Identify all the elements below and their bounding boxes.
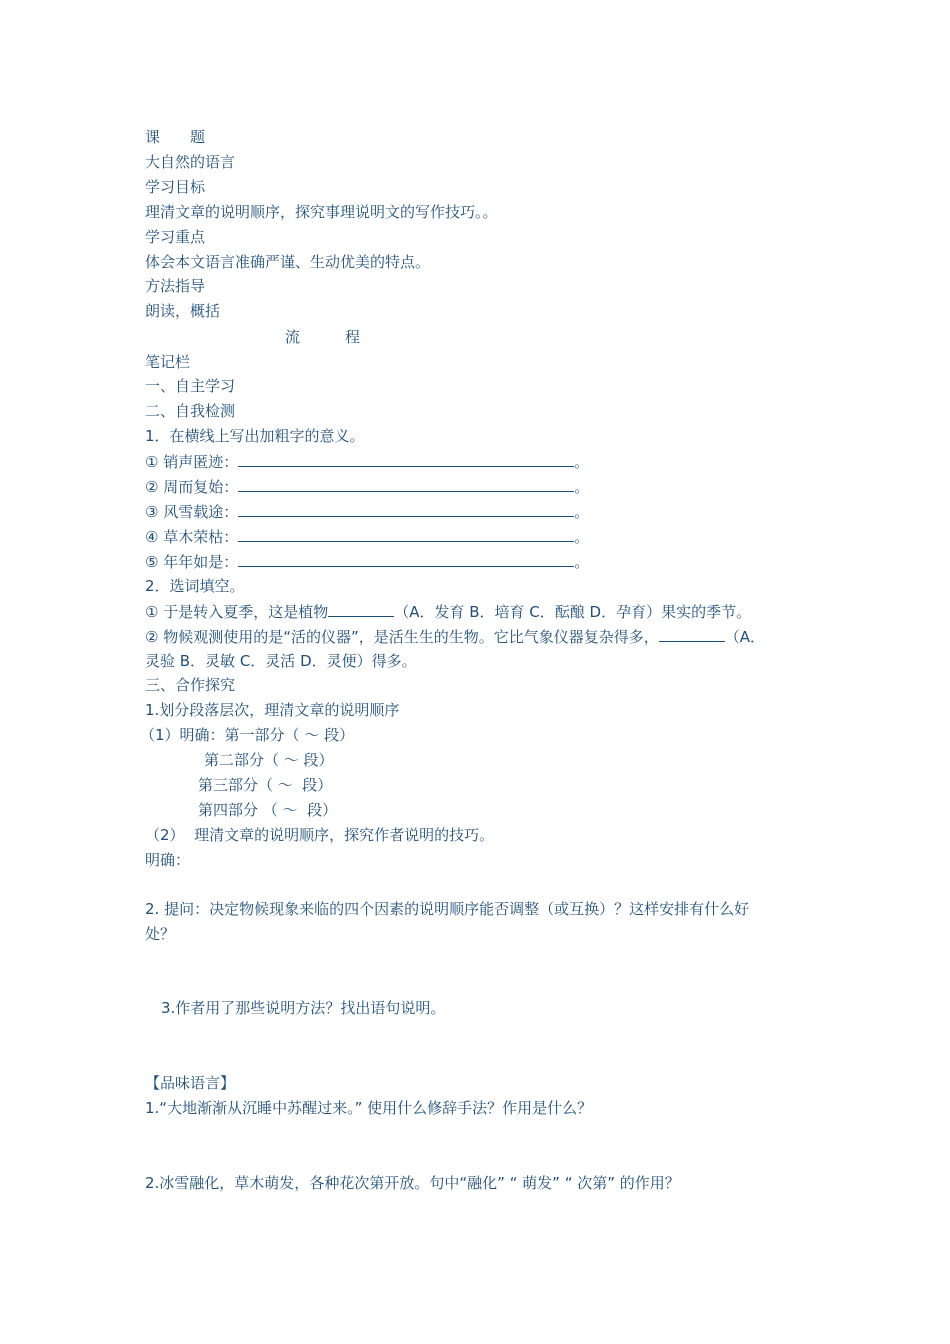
focus-label: 学习重点 [145, 228, 206, 246]
notes-label: 笔记栏 [145, 353, 191, 371]
answer-blank[interactable] [659, 626, 725, 642]
q2-item1-post: （A．发育 B．培育 C．酝酿 D．孕育）果实的季节。 [394, 603, 752, 621]
q2-item-2-cont: 灵验 B．灵敏 C．灵活 D．灵便）得多。 [145, 652, 417, 670]
end-mark: 。 [574, 553, 590, 571]
q2-item1-pre: ① 于是转入夏季，这是植物 [145, 603, 329, 621]
end-mark: 。 [574, 453, 590, 471]
end-mark: 。 [574, 503, 590, 521]
q1-item-1 [145, 451, 589, 472]
method-label: 方法指导 [145, 277, 206, 295]
answer-blank[interactable] [328, 601, 394, 617]
answer-blank[interactable] [238, 526, 574, 542]
s3-q1-sub2: （2） 理清文章的说明顺序，探究作者说明的技巧。 [145, 826, 495, 844]
s4-q1: 1.“大地渐渐从沉睡中苏醒过来。” 使用什么修辞手法？作用是什么？ [145, 1099, 593, 1117]
s3-q1-part3: 第三部分（ ～ 段） [198, 776, 333, 794]
section3-title: 三、合作探究 [145, 676, 236, 694]
s4-q2: 2.冰雪融化，草木萌发，各种花次第开放。句中“融化” “ 萌发” “ 次第” 的作用？ [145, 1174, 680, 1192]
answer-blank[interactable] [238, 476, 574, 492]
answer-blank[interactable] [238, 551, 574, 567]
q1-item-4 [145, 526, 589, 547]
topic-value: 大自然的语言 [145, 153, 236, 171]
end-mark: 。 [574, 478, 590, 496]
section4-title: 【品味语言】 [145, 1074, 236, 1092]
q2-item2-pre: ② 物候观测使用的是“活的仪器”，是活生生的生物。它比气象仪器复杂得多， [145, 628, 659, 646]
q2-item2-post: （A． [724, 628, 766, 646]
s3-q1-part4: 第四部分 （ ～ 段） [198, 801, 338, 819]
q1-item-5 [145, 551, 589, 572]
method-value: 朗读，概括 [145, 302, 221, 320]
q1-item-label: ⑤ 年年如是： [145, 553, 239, 571]
q1-title: 1．在横线上写出加粗字的意义。 [145, 427, 365, 445]
topic-label: 课 题 [145, 128, 206, 146]
s3-q2-line1: 2. 提问：决定物候现象来临的四个因素的说明顺序能否调整（或互换）？这样安排有什么好 [145, 900, 750, 918]
q1-item-label: ② 周而复始： [145, 478, 239, 496]
q1-item-label: ① 销声匿迹： [145, 453, 239, 471]
s3-q3: 3.作者用了那些说明方法？找出语句说明。 [161, 999, 446, 1017]
q1-item-label: ④ 草木荣枯： [145, 528, 239, 546]
answer-blank[interactable] [238, 451, 574, 467]
process-label: 流 程 [285, 328, 361, 346]
goal-label: 学习目标 [145, 178, 206, 196]
end-mark: 。 [574, 528, 590, 546]
focus-value: 体会本文语言准确严谨、生动优美的特点。 [145, 253, 431, 271]
q1-item-label: ③ 风雪载途： [145, 503, 239, 521]
q2-item-2 [145, 626, 765, 647]
q2-title: 2．选词填空。 [145, 577, 245, 595]
q1-item-3 [145, 501, 589, 522]
q1-item-2 [145, 476, 589, 497]
s3-q2-line2: 处？ [145, 925, 176, 943]
s3-q1-part2: 第二部分（ ～ 段） [204, 751, 334, 769]
q2-item-1 [145, 601, 751, 622]
section1-title: 一、自主学习 [145, 377, 236, 395]
s3-q1-sub1: （1）明确：第一部分（ ～ 段） [140, 726, 355, 744]
section2-title: 二、自我检测 [145, 402, 236, 420]
goal-value: 理清文章的说明顺序，探究事理说明文的写作技巧。。 [145, 203, 498, 221]
s3-clarify: 明确： [145, 851, 191, 869]
s3-q1: 1.划分段落层次，理清文章的说明顺序 [145, 701, 400, 719]
answer-blank[interactable] [238, 501, 574, 517]
